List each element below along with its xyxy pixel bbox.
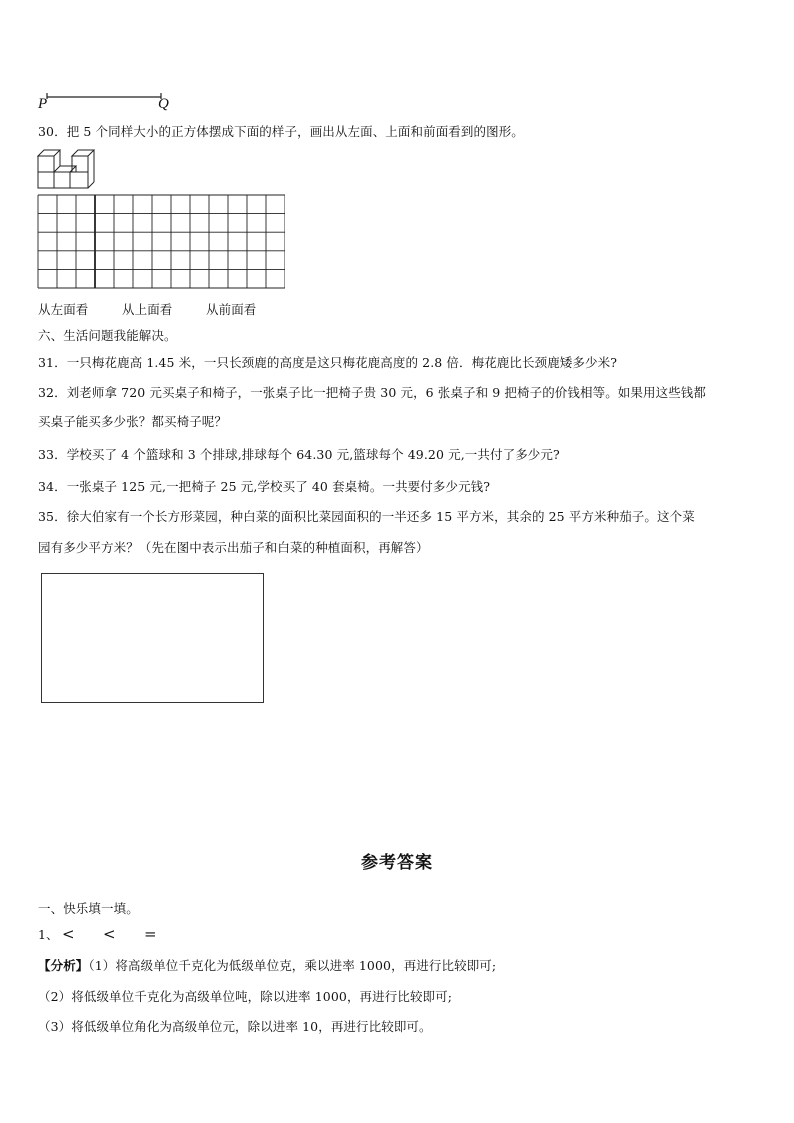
garden-rectangle[interactable] [41, 573, 264, 703]
question-35-line1: 35．徐大伯家有一个长方形菜园，种白菜的面积比菜园面积的一半还多 15 平方米，其余的 25 平方米种茄子。这个菜 [38, 509, 695, 524]
caption-front-view: 从前面看 [206, 302, 257, 317]
answer-1-symbol-2: < [103, 925, 116, 943]
segment-pq [40, 90, 170, 102]
analysis-line-3: （3）将低级单位角化为高级单位元，除以进率 10，再进行比较即可。 [38, 1019, 432, 1034]
answers-title: 参考答案 [361, 853, 433, 873]
question-32-line2: 买桌子能买多少张？都买椅子呢？ [38, 414, 228, 429]
analysis-line-2: （2）将低级单位千克化为高级单位吨，除以进率 1000，再进行比较即可; [38, 989, 453, 1004]
caption-top-view: 从上面看 [122, 302, 173, 317]
question-32-line1: 32．刘老师拿 720 元买桌子和椅子，一张桌子比一把椅子贵 30 元，6 张桌子和 9 把椅子的价钱相等。如果用这些钱都 [38, 385, 706, 400]
cube-figure [36, 146, 100, 192]
answer-1-symbol-1: < [62, 925, 75, 943]
section-6-title: 六、生活问题我能解决。 [38, 328, 177, 343]
question-33: 33．学校买了 4 个篮球和 3 个排球,排球每个 64.30 元,篮球每个 49.20 元,一共付了多少元? [38, 447, 560, 462]
analysis-text-1: （1）将高级单位千克化为低级单位克，乘以进率 1000，再进行比较即可; [88, 958, 497, 973]
question-34: 34．一张桌子 125 元,一把椅子 25 元,学校买了 40 套桌椅。一共要付多少元钱? [38, 479, 491, 494]
question-31: 31．一只梅花鹿高 1.45 米，一只长颈鹿的高度是这只梅花鹿高度的 2.8 倍．梅花鹿比长颈鹿矮多少米? [38, 355, 618, 370]
question-35-line2: 园有多少平方米？（先在图中表示出茄子和白菜的种植面积，再解答） [38, 540, 429, 555]
answer-1-label: 1、 [38, 927, 59, 942]
analysis-tag: 【分析】 [38, 958, 89, 973]
drawing-grid[interactable] [37, 194, 285, 290]
segment-label-q: Q [158, 96, 169, 112]
caption-left-view: 从左面看 [38, 302, 89, 317]
segment-label-p: P [38, 96, 48, 112]
answers-section-1: 一、快乐填一填。 [38, 901, 139, 916]
analysis-line-1 [38, 957, 496, 975]
question-30: 30．把 5 个同样大小的正方体摆成下面的样子，画出从左面、上面和前面看到的图形。 [38, 124, 524, 139]
answer-1-symbol-3: = [144, 925, 157, 943]
